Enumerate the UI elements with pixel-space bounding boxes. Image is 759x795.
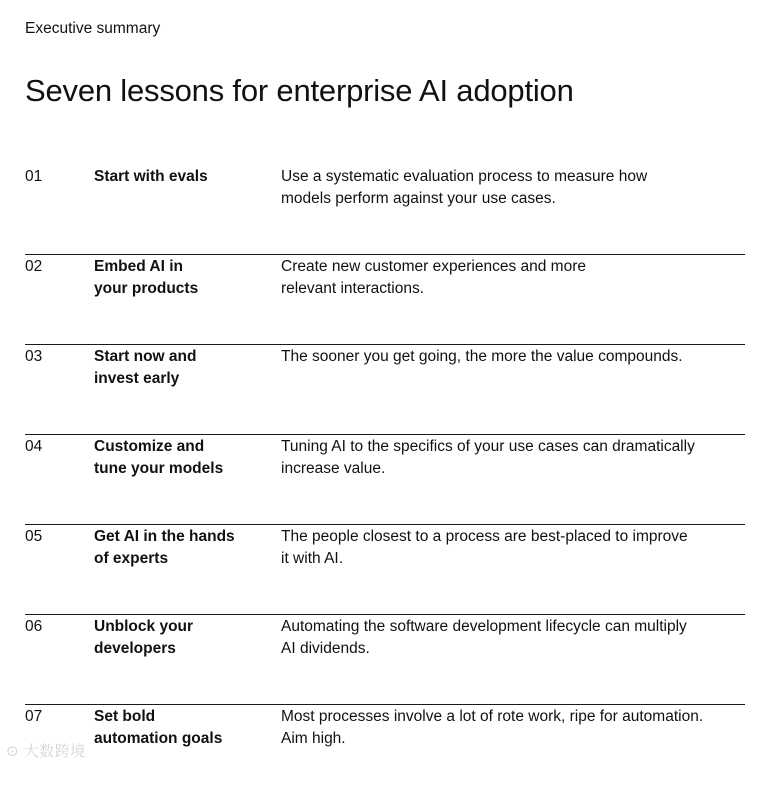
lesson-description-line: Use a systematic evaluation process to measure how (281, 168, 648, 185)
lesson-row (25, 525, 745, 615)
page-title: Seven lessons for enterprise AI adoption (25, 73, 574, 108)
lesson-description-line: relevant interactions. (281, 279, 425, 297)
lesson-number: 04 (25, 438, 43, 455)
lesson-heading (94, 346, 244, 389)
lesson-number: 07 (25, 708, 43, 725)
lesson-description-line: Most processes involve a lot of rote work, ripe for automation. (281, 708, 704, 725)
lesson-row (25, 615, 745, 705)
lesson-description (281, 166, 741, 209)
lesson-heading-line: tune your models (94, 459, 224, 477)
lesson-row (25, 345, 745, 435)
lesson-heading-line: of experts (94, 549, 169, 567)
lesson-heading (94, 526, 244, 569)
lesson-heading-line: automation goals (94, 729, 223, 747)
lesson-description (281, 256, 741, 299)
lesson-description-line: increase value. (281, 459, 386, 477)
lesson-row (25, 166, 745, 255)
lesson-number: 02 (25, 258, 43, 275)
lesson-description-line: Aim high. (281, 729, 346, 747)
lesson-description-line: Automating the software development lifecycle can multiply (281, 618, 687, 635)
lesson-heading-line: Set bold (94, 708, 156, 725)
lesson-description-line: AI dividends. (281, 639, 370, 657)
lesson-heading (94, 256, 244, 299)
lesson-number: 06 (25, 618, 43, 635)
lesson-description (281, 706, 741, 749)
lesson-description-line: The people closest to a process are best-placed to improve (281, 528, 688, 545)
lesson-heading-line: Customize and (94, 438, 205, 455)
lesson-heading-line: Start now and (94, 348, 197, 365)
lesson-description (281, 526, 741, 569)
lesson-heading-line: Unblock your (94, 618, 194, 635)
lesson-row (25, 435, 745, 525)
lesson-number: 03 (25, 348, 43, 365)
lesson-heading-line: your products (94, 279, 199, 297)
lesson-description (281, 436, 741, 479)
lesson-heading (94, 166, 244, 188)
lesson-description (281, 616, 741, 659)
lessons-list (25, 166, 745, 795)
lesson-row (25, 255, 745, 345)
lesson-heading-line: developers (94, 639, 176, 657)
lesson-description-line: models perform against your use cases. (281, 189, 556, 207)
lesson-description-line: Create new customer experiences and more (281, 258, 586, 275)
lesson-heading-line: invest early (94, 369, 180, 387)
lesson-description-line: Tuning AI to the specifics of your use cases can dramatically (281, 438, 695, 455)
eyebrow-label: Executive summary (25, 20, 161, 37)
lesson-description-line: it with AI. (281, 549, 344, 567)
watermark-logo: ⊙ 大数跨境 (6, 743, 86, 760)
lesson-number: 01 (25, 168, 43, 185)
lesson-number: 05 (25, 528, 43, 545)
lesson-heading-line: Embed AI in (94, 258, 183, 275)
lesson-heading (94, 616, 244, 659)
lesson-heading (94, 436, 244, 479)
lesson-description (281, 346, 741, 368)
lesson-heading-line: Get AI in the hands (94, 528, 235, 545)
lesson-heading (94, 706, 244, 749)
lesson-row (25, 705, 745, 795)
lesson-heading-line: Start with evals (94, 168, 208, 185)
lesson-description-line: The sooner you get going, the more the value compounds. (281, 348, 683, 365)
